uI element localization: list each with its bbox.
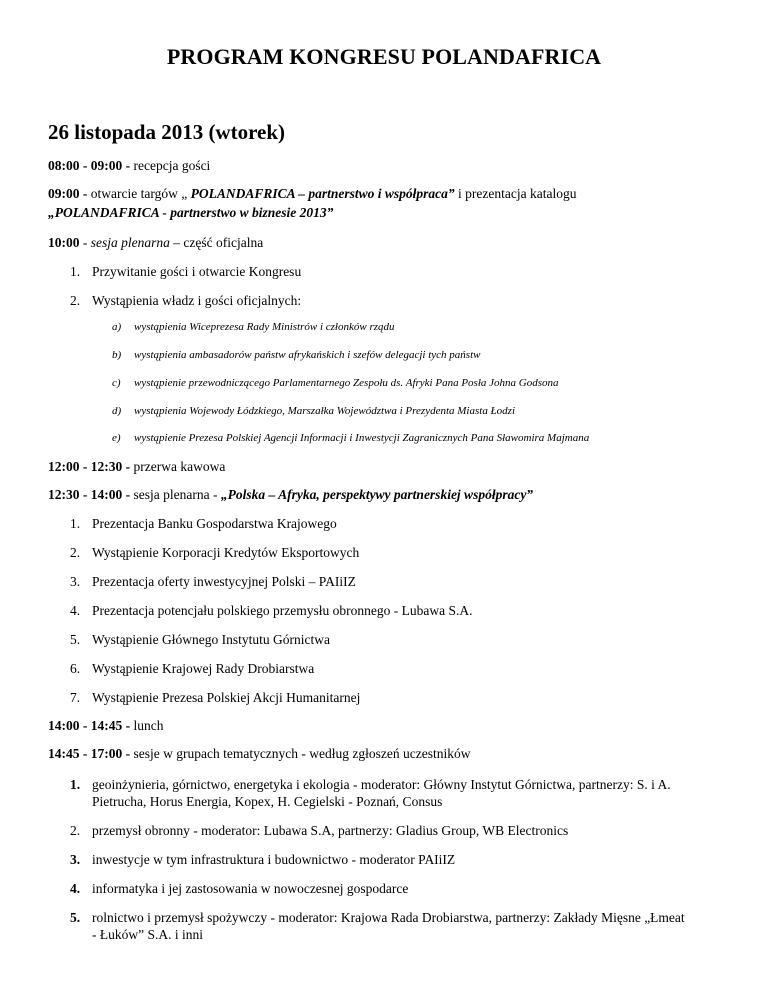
list-item: 1. Przywitanie gości i otwarcie Kongresu bbox=[70, 264, 302, 279]
list-item: 7. Wystąpienie Prezesa Polskiej Akcji Humanitarnej bbox=[70, 690, 361, 705]
time-label: 08:00 - 09:00 - bbox=[48, 158, 131, 173]
sub-list-item: c) wystąpienie przewodniczącego Parlamentarnego Zespołu ds. Afryki Pana Posła Johna Godsona bbox=[112, 377, 559, 389]
time-label: 09:00 - bbox=[48, 186, 88, 201]
time-label: 14:45 - 17:00 - bbox=[48, 746, 131, 761]
catalog-name: „POLANDAFRICA - partnerstwo w biznesie 2013” bbox=[48, 205, 334, 220]
agenda-text: recepcja gości bbox=[130, 158, 211, 173]
agenda-text: otwarcie targów „ bbox=[87, 186, 188, 201]
time-label: 12:30 - 14:00 - bbox=[48, 487, 131, 502]
sub-list-item: e) wystąpienie Prezesa Polskiej Agencji Informacji i Inwestycji Zagranicznych Pana Sławomira Majmana bbox=[112, 432, 590, 444]
agenda-plenary: 10:00 - sesja plenarna – część oficjalna bbox=[48, 235, 264, 250]
agenda-plenary-session-2 bbox=[48, 487, 533, 503]
agenda-text: sesja plenarna - bbox=[130, 487, 221, 502]
time-label: 10:00 bbox=[48, 235, 80, 250]
list-item-continuation: - Łuków” S.A. i inni bbox=[92, 927, 203, 942]
agenda-lunch bbox=[48, 718, 163, 734]
agenda-group-sessions bbox=[48, 746, 471, 762]
day-heading: 26 listopada 2013 (wtorek) bbox=[48, 120, 286, 144]
list-item: 5. Wystąpienie Głównego Instytutu Górnictwa bbox=[70, 632, 331, 647]
page-title: PROGRAM KONGRESU POLANDAFRICA bbox=[166, 44, 602, 69]
fair-name: POLANDAFRICA – partnerstwo i współpraca” bbox=[187, 186, 455, 201]
agenda-coffee-break bbox=[48, 459, 225, 475]
agenda-text: lunch bbox=[130, 718, 164, 733]
list-item: 6. Wystąpienie Krajowej Rady Drobiarstwa bbox=[70, 661, 315, 676]
sub-list-item: a) wystąpienia Wiceprezesa Rady Ministrów i członków rządu bbox=[112, 321, 395, 333]
agenda-text: i prezentacja katalogu bbox=[454, 186, 577, 201]
agenda-fair-opening bbox=[48, 186, 576, 202]
list-item: 4. informatyka i jej zastosowania w nowoczesnej gospodarce bbox=[70, 881, 409, 896]
time-label: 12:00 - 12:30 - bbox=[48, 459, 131, 474]
sub-list-item: d) wystąpienia Wojewody Łódzkiego, Marszałka Województwa i Prezydenta Miasta Łodzi bbox=[112, 405, 516, 417]
agenda-text: – część oficjalna bbox=[169, 235, 264, 250]
list-item: 3. Prezentacja oferty inwestycyjnej Polski – PAIiIZ bbox=[70, 574, 356, 589]
list-item: 5. rolnictwo i przemysł spożywczy - moderator: Krajowa Rada Drobiarstwa, partnerzy: Zakłady Mięsne „Łmeat bbox=[70, 910, 685, 925]
list-item-continuation: Pietrucha, Horus Energia, Kopex, H. Cegielski - Poznań, Consus bbox=[92, 794, 443, 809]
agenda-text: sesje w grupach tematycznych - według zgłoszeń uczestników bbox=[130, 746, 471, 761]
time-label: 14:00 - 14:45 - bbox=[48, 718, 131, 733]
agenda-text: przerwa kawowa bbox=[130, 459, 226, 474]
list-item: 2. przemysł obronny - moderator: Lubawa S.A, partnerzy: Gladius Group, WB Electronics bbox=[70, 823, 569, 838]
agenda-reception bbox=[48, 158, 210, 174]
list-item: 1. geoinżynieria, górnictwo, energetyka i ekologia - moderator: Główny Instytut Górnictwa, partnerzy: S. i A. bbox=[70, 777, 671, 792]
sub-list-item: b) wystąpienia ambasadorów państw afrykańskich i szefów delegacji tych państw bbox=[112, 349, 481, 361]
session-label: sesja plenarna bbox=[90, 235, 170, 250]
list-item: 2. Wystąpienie Korporacji Kredytów Eksportowych bbox=[70, 545, 360, 560]
list-item: 4. Prezentacja potencjału polskiego przemysłu obronnego - Lubawa S.A. bbox=[70, 603, 473, 618]
list-item: 2. Wystąpienia władz i gości oficjalnych: bbox=[70, 293, 302, 308]
list-item: 1. Prezentacja Banku Gospodarstwa Krajowego bbox=[70, 516, 337, 531]
list-item: 3. inwestycje w tym infrastruktura i budownictwo - moderator PAIiIZ bbox=[70, 852, 456, 867]
session-title: „Polska – Afryka, perspektywy partnerskiej współpracy” bbox=[220, 487, 534, 502]
